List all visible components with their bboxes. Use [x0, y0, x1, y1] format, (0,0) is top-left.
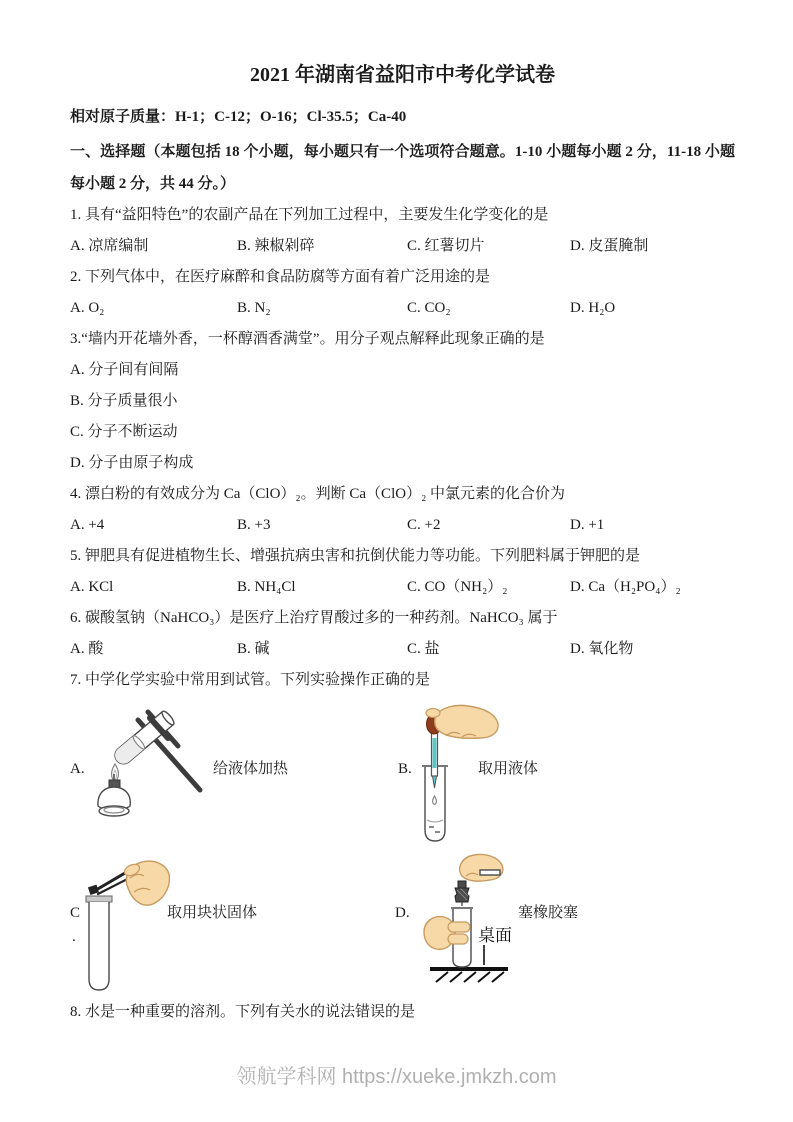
table-surface-label: 桌面: [478, 926, 512, 945]
q1-option-b: B. 辣椒剁碎: [237, 238, 315, 254]
q1-option-d: D. 皮蛋腌制: [570, 238, 649, 254]
hand-icon: [123, 861, 170, 905]
question-7-stem: 7. 中学化学实验中常用到试管。下列实验操作正确的是: [70, 672, 431, 688]
q4-option-d: D. +1: [570, 517, 605, 533]
q5-option-a: A. KCl: [70, 579, 114, 595]
q4-option-a: A. +4: [70, 517, 105, 533]
q6-option-b: B. 碱: [237, 641, 270, 657]
page-title: 2021 年湖南省益阳市中考化学试卷: [250, 64, 555, 86]
rod-icon: [480, 870, 500, 875]
section-one-heading: 一、选择题（本题包括 18 个小题，每小题只有一个选项符合题意。1-10 小题每小题 2 分，11-18 小题每小题 2 分，共 44 分。）: [70, 144, 735, 192]
hand-icon: [460, 854, 503, 881]
q6-option-d: D. 氧化物: [570, 641, 634, 657]
figure-inserting-stopper: [422, 852, 526, 997]
q3-option-b: B. 分子质量很小: [70, 393, 178, 409]
q1-option-c: C. 红薯切片: [407, 238, 485, 254]
q4-option-b: B. +3: [237, 517, 271, 533]
q5-option-c: C. CO（NH₂）₂: [407, 579, 508, 595]
question-6-options: [70, 634, 735, 665]
q7-figure-a-label: A.: [70, 761, 85, 777]
atomic-mass-line: 相对原子质量：H-1；C-12；O-16；Cl-35.5；Ca-40: [70, 109, 407, 125]
page-content: [70, 0, 735, 1028]
q7-figure-row-2: [70, 852, 735, 997]
q7-figure-b-caption: 取用液体: [478, 761, 539, 777]
question-5-options: [70, 572, 735, 603]
q2-option-b: B. N₂: [237, 300, 271, 316]
q7-figure-b-label: B.: [398, 761, 412, 777]
q7-figure-c-label-dot: .: [72, 929, 76, 945]
watermark-text: 领航学科网 https://xueke.jmkzh.com: [236, 1066, 557, 1088]
question-8-stem: 8. 水是一种重要的溶剂。下列有关水的说法错误的是: [70, 1004, 416, 1020]
q6-option-a: A. 酸: [70, 641, 104, 657]
question-5-stem: 5. 钾肥具有促进植物生长、增强抗病虫害和抗倒伏能力等功能。下列肥料属于钾肥的是: [70, 548, 641, 564]
q2-option-d: D. H₂O: [570, 300, 616, 316]
liquid-drop-icon: [433, 796, 437, 805]
q7-figure-d-caption: 塞橡胶塞: [518, 905, 579, 921]
q2-option-c: C. CO₂: [407, 300, 451, 316]
alcohol-lamp-icon: [98, 774, 130, 816]
question-1-options: [70, 231, 735, 262]
q5-option-b: B. NH₄Cl: [237, 579, 296, 595]
q1-option-a: A. 凉席编制: [70, 238, 149, 254]
q5-option-d: D. Ca（H₂PO₄）₂: [570, 579, 681, 595]
q6-option-c: C. 盐: [407, 641, 440, 657]
q3-option-d: D. 分子由原子构成: [70, 455, 194, 471]
q7-figure-a-caption: 给液体加热: [213, 761, 289, 777]
question-6-stem: 6. 碳酸氢钠（NaHCO₃）是医疗上治疗胃酸过多的一种药剂。NaHCO₃ 属于: [70, 610, 558, 626]
question-4-options: [70, 510, 735, 541]
q7-figure-row-1: [70, 704, 735, 852]
q3-option-a: A. 分子间有间隔: [70, 362, 179, 378]
table-hatching-icon: [430, 967, 508, 982]
q3-option-c: C. 分子不断运动: [70, 424, 178, 440]
test-tube-icon: [86, 896, 112, 990]
figure-taking-solid: [78, 852, 170, 994]
question-3-stem: 3.“墙内开花墙外香，一杯醇酒香满堂”。用分子观点解释此现象正确的是: [70, 331, 545, 347]
question-2-stem: 2. 下列气体中，在医疗麻醉和食品防腐等方面有着广泛用途的是: [70, 269, 491, 285]
q7-figure-d-label: D.: [395, 905, 410, 921]
question-1-stem: 1. 具有“益阳特色”的农副产品在下列加工过程中，主要发生化学变化的是: [70, 207, 549, 223]
rubber-stopper-icon: [455, 881, 469, 906]
q2-option-a: A. O₂: [70, 300, 105, 316]
figure-heating-liquid: [92, 706, 218, 850]
q4-option-c: C. +2: [407, 517, 441, 533]
question-2-options: [70, 293, 735, 324]
flame-icon: [112, 764, 119, 782]
question-4-stem: 4. 漂白粉的有效成分为 Ca（ClO）₂。判断 Ca（ClO）₂ 中氯元素的化合价为: [70, 486, 566, 502]
q7-figure-c-caption: 取用块状固体: [167, 905, 258, 921]
q7-figure-c-label: C: [70, 905, 81, 921]
